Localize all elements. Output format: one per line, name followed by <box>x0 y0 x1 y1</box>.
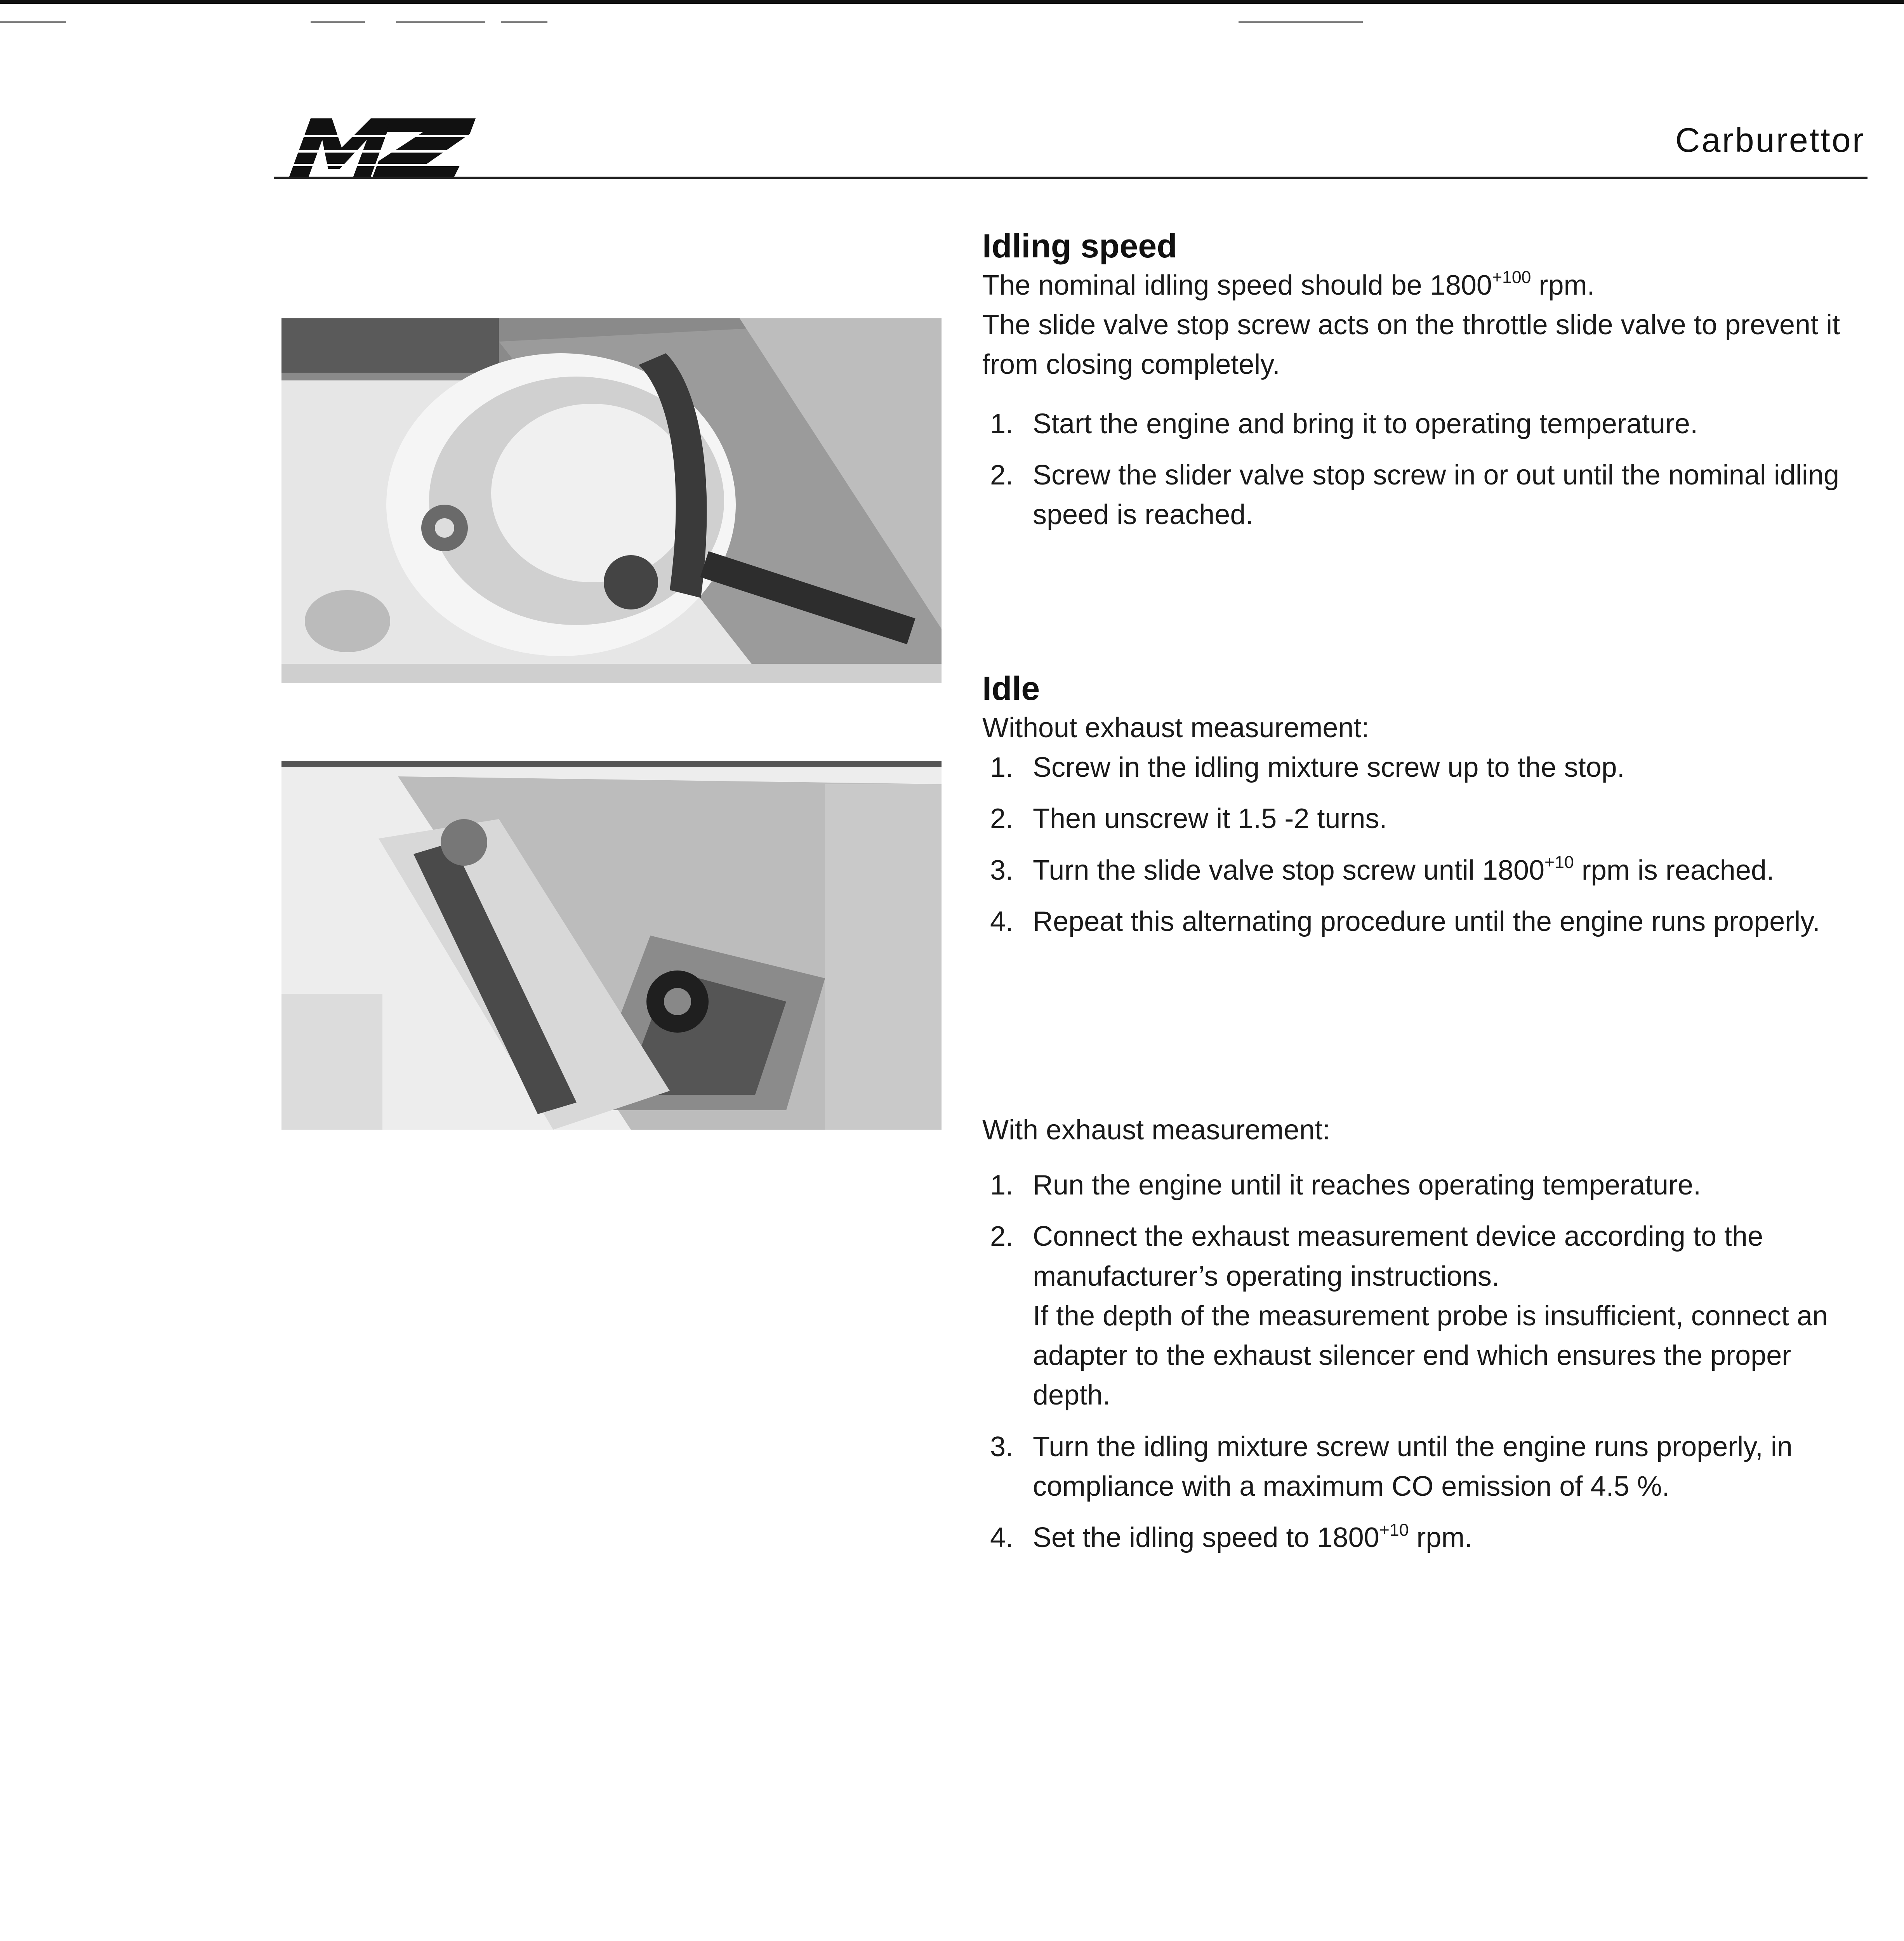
step-number: 1. <box>990 1170 1014 1201</box>
section-title: Carburettor <box>1675 121 1865 159</box>
step-number: 4. <box>990 906 1014 937</box>
header-divider <box>274 177 1868 179</box>
scan-mark <box>501 21 547 23</box>
list-item <box>982 404 1875 444</box>
step-number: 2. <box>990 459 1014 491</box>
carburettor-photo-1 <box>281 318 942 683</box>
scan-mark <box>0 21 66 23</box>
step-text: Then unscrew it 1.5 -2 turns. <box>1033 803 1387 835</box>
with-exhaust-label: With exhaust measurement: <box>982 1115 1331 1146</box>
list-item <box>982 902 1875 941</box>
step-text-post: rpm is reached. <box>1574 854 1774 886</box>
speed-tolerance: +10 <box>1544 853 1574 872</box>
scan-edge <box>0 0 1904 4</box>
step-number: 4. <box>990 1522 1014 1554</box>
step-text: Connect the exhaust measurement device according to the manufacturer’s operating instructions. <box>1033 1221 1763 1292</box>
step-number: 1. <box>990 408 1014 439</box>
step-text: Turn the idling mixture screw until the engine runs properly, in compliance with a maximum CO emission of 4.5 %. <box>1033 1431 1793 1502</box>
list-item <box>982 851 1875 890</box>
list-item <box>982 1217 1875 1415</box>
list-item <box>982 748 1875 787</box>
nominal-speed-post: rpm. <box>1531 269 1595 301</box>
step-text: Repeat this alternating procedure until the engine runs properly. <box>1033 906 1820 937</box>
scan-mark <box>1239 21 1363 23</box>
idle-heading: Idle <box>982 670 1040 707</box>
speed-tolerance: +10 <box>1379 1520 1409 1540</box>
list-item <box>982 799 1875 839</box>
idling-speed-heading: Idling speed <box>982 227 1177 265</box>
step-text: Start the engine and bring it to operating temperature. <box>1033 408 1698 439</box>
step-number: 3. <box>990 854 1014 886</box>
logo-lettering: MZ <box>274 106 283 112</box>
nominal-speed-text <box>982 266 1875 305</box>
probe-depth-note: If the depth of the measurement probe is insufficient, connect an adapter to the exhaust silencer end which ensures the proper depth. <box>1033 1300 1828 1411</box>
without-exhaust-label: Without exhaust measurement: <box>982 712 1369 743</box>
with-exhaust-section <box>982 1110 1875 1569</box>
step-number: 3. <box>990 1431 1014 1462</box>
scan-mark <box>396 21 485 23</box>
list-item <box>982 455 1875 535</box>
step-number: 1. <box>990 752 1014 783</box>
step-number: 2. <box>990 803 1014 835</box>
stop-screw-description: The slide valve stop screw acts on the throttle slide valve to prevent it from closing completely. <box>982 309 1840 380</box>
idling-speed-section <box>982 227 1875 546</box>
nominal-speed-tolerance: +100 <box>1492 268 1531 287</box>
step-text: Run the engine until it reaches operating temperature. <box>1033 1170 1701 1201</box>
carburettor-photo-2 <box>281 761 942 1130</box>
idle-section <box>982 670 1875 953</box>
step-text-pre: Turn the slide valve stop screw until 1800 <box>1033 854 1545 886</box>
list-item <box>982 1165 1875 1205</box>
step-text: Screw the slider valve stop screw in or out until the nominal idling speed is reached. <box>1033 459 1839 531</box>
scan-mark <box>311 21 365 23</box>
list-item <box>982 1427 1875 1506</box>
step-text-post: rpm. <box>1409 1522 1473 1554</box>
step-number: 2. <box>990 1221 1014 1252</box>
list-item <box>982 1518 1875 1557</box>
mz-logo <box>274 106 483 184</box>
step-text: Screw in the idling mixture screw up to the stop. <box>1033 752 1625 783</box>
step-text-pre: Set the idling speed to 1800 <box>1033 1522 1379 1554</box>
nominal-speed-pre: The nominal idling speed should be 1800 <box>982 269 1492 301</box>
